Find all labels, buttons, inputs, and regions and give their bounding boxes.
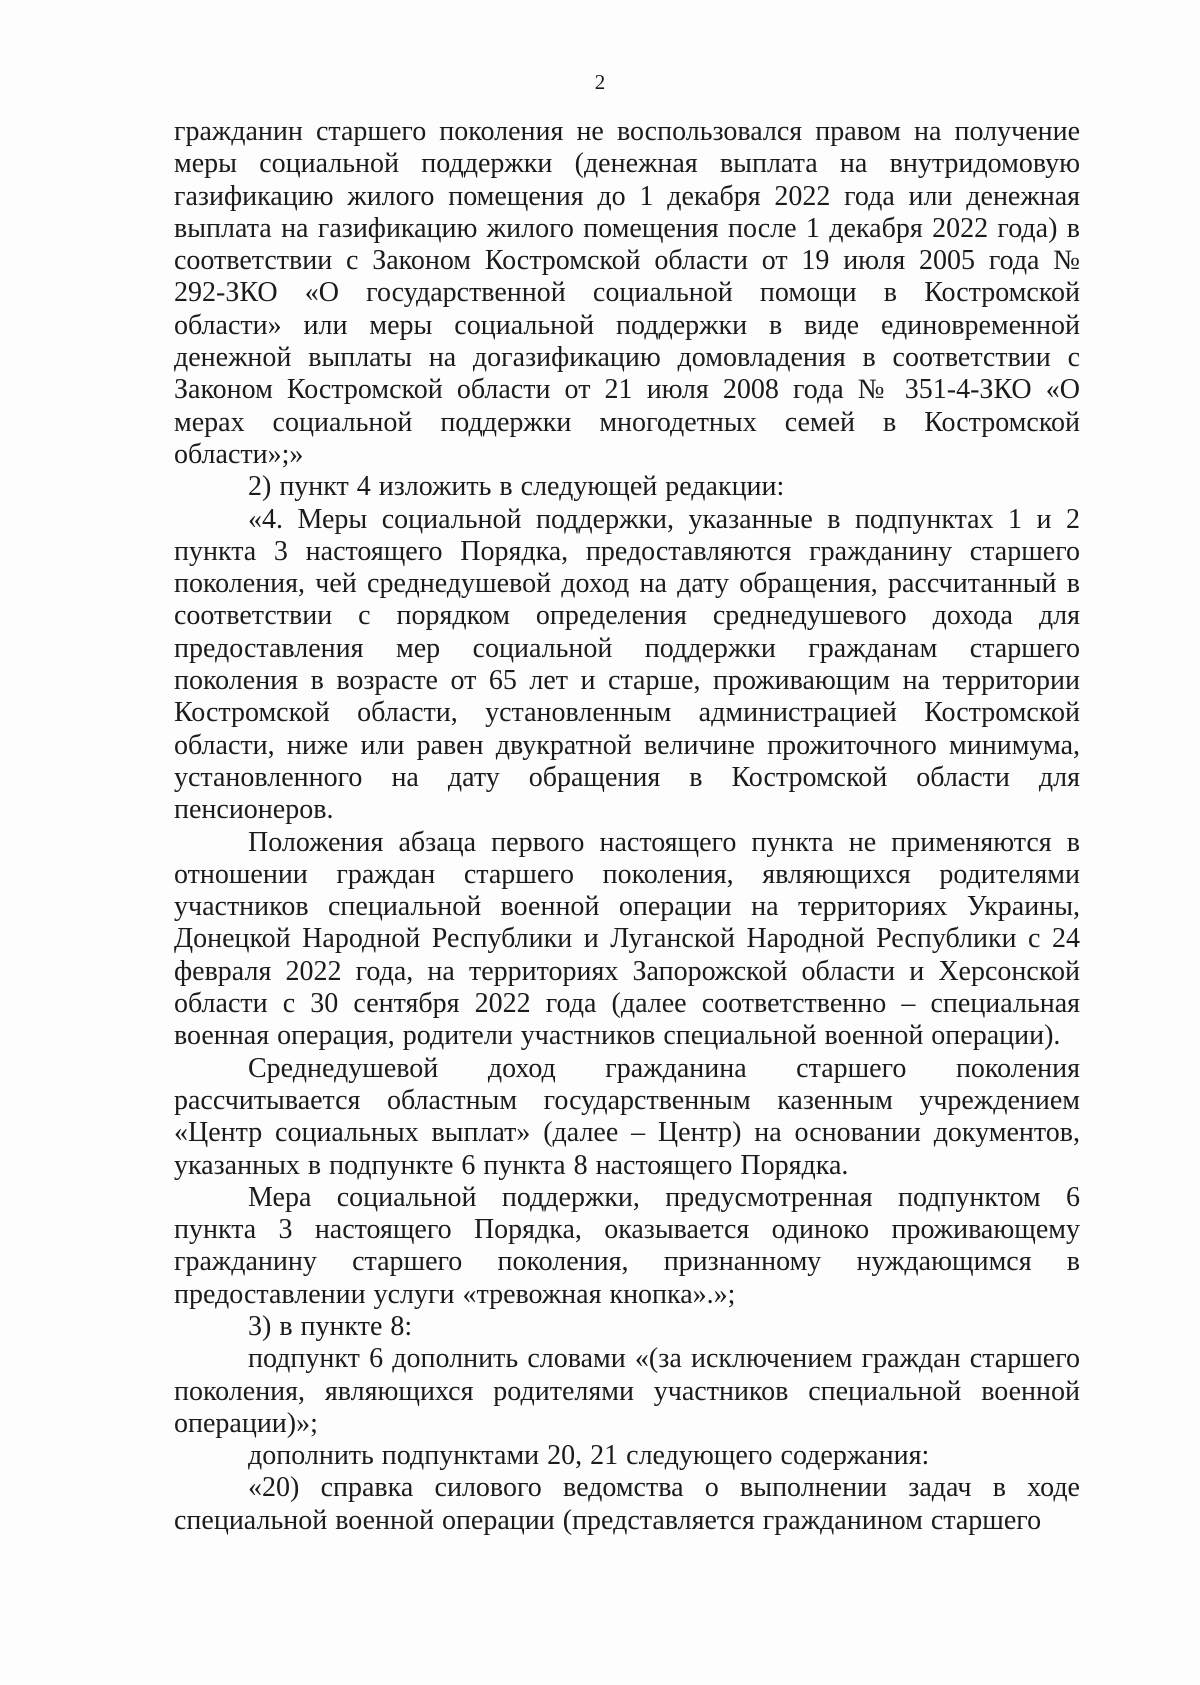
paragraph-add-subitems: дополнить подпунктами 20, 21 следующего содержания: — [248, 1440, 930, 1472]
page-number: 2 — [594, 70, 606, 94]
paragraph-exception: Положения абзаца первого настоящего пункта не применяются в отношении граждан старшего поколения, являющихся родителями участников специальной военной операции на территориях Украины, Донецкой Народной Республики и Луганской Народной Республики с 24 февраля 2022 года, на территориях Запорожской области и Херсонской области с 30 сентября 2022 года (далее соответственно – специальная военная операция, родители участников специальной военной операции). — [174, 826, 1080, 1052]
paragraph-subitem-6: подпункт 6 дополнить словами «(за исключением граждан старшего поколения, являющихся родителями участников специальной военной операции)»; — [174, 1343, 1080, 1439]
document-body — [174, 116, 1080, 1537]
paragraph-subitem-20: «20) справка силового ведомства о выполнении задач в ходе специальной военной операции (представляется гражданином старшего — [174, 1472, 1080, 1536]
paragraph-item-3: 3) в пункте 8: — [248, 1310, 413, 1342]
paragraph-income-calculation: Среднедушевой доход гражданина старшего поколения рассчитывается областным государственным казенным учреждением «Центр социальных выплат» (далее – Центр) на основании документов, указанных в подпункте 6 пункта 8 настоящего Порядка. — [174, 1052, 1080, 1181]
paragraph-alarm-button: Мера социальной поддержки, предусмотренная подпунктом 6 пункта 3 настоящего Порядка, оказывается одиноко проживающему гражданину старшего поколения, признанному нуждающимся в предоставлении услуги «тревожная кнопка».»; — [174, 1181, 1080, 1310]
paragraph-item-2: 2) пункт 4 изложить в следующей редакции: — [248, 471, 785, 503]
paragraph-point-4: «4. Меры социальной поддержки, указанные в подпунктах 1 и 2 пункта 3 настоящего Порядка, предоставляются гражданину старшего поколения, чей среднедушевой доход на дату обращения, рассчитанный в соответствии с порядком определения среднедушевого дохода для предоставления мер социальной поддержки гражданам старшего поколения в возрасте от 65 лет и старше, проживающим на территории Костромской области, установленным администрацией Костромской области, ниже или равен двукратной величине прожиточного минимума, установленного на дату обращения в Костромской области для пенсионеров. — [174, 503, 1080, 826]
paragraph-continuation: гражданин старшего поколения не воспользовался правом на получение меры социальной поддержки (денежная выплата на внутридомовую газификацию жилого помещения до 1 декабря 2022 года или денежная выплата на газификацию жилого помещения после 1 декабря 2022 года) в соответствии с Законом Костромской области от 19 июля 2005 года № 292-ЗКО «О государственной социальной помощи в Костромской области» или меры социальной поддержки в виде единовременной денежной выплаты на догазификацию домовладения в соответствии с Законом Костромской области от 21 июля 2008 года № 351-4-ЗКО «О мерах социальной поддержки многодетных семей в Костромской области»;» — [174, 116, 1080, 470]
